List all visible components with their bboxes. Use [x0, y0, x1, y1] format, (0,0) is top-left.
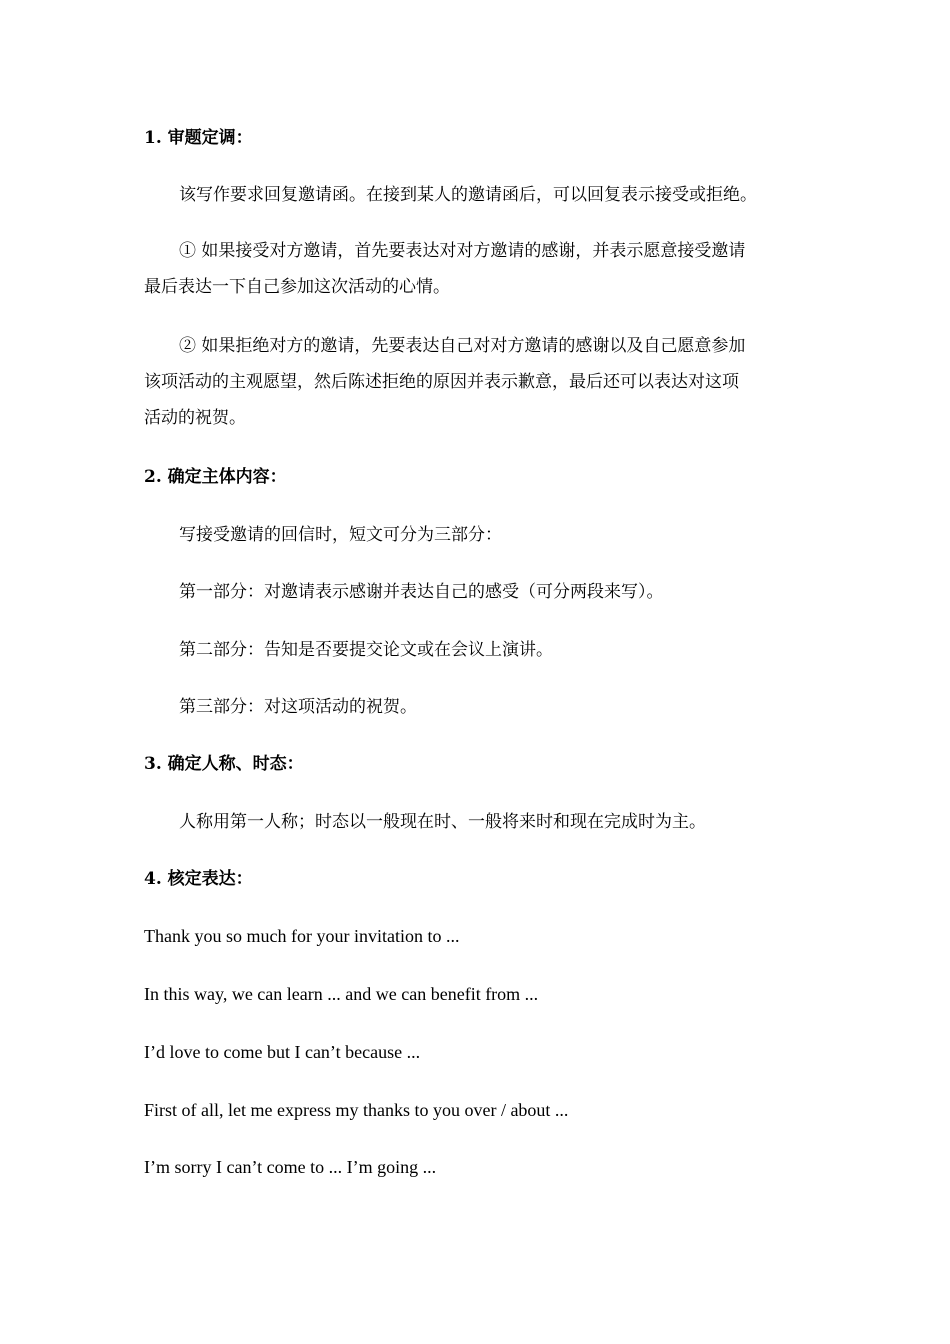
expression-5: I’m sorry I can’t come to ... I’m going ...: [144, 1157, 437, 1177]
paragraph-line: ① 如果接受对方邀请，首先要表达对对方邀请的感谢，并表示愿意接受邀请: [179, 241, 746, 261]
expression-3: I’d love to come but I can’t because ...: [144, 1042, 421, 1062]
section-2-paragraph-2: 第一部分：对邀请表示感谢并表达自己的感受（可分两段来写）。: [179, 582, 664, 602]
section-2-paragraph-1: 写接受邀请的回信时，短文可分为三部分：: [179, 525, 502, 545]
section-1-paragraph-3: [144, 334, 745, 430]
section-1-heading: 1. 审题定调：: [144, 128, 253, 148]
section-2-paragraph-4: 第三部分：对这项活动的祝贺。: [179, 697, 417, 717]
paragraph-line: ② 如果拒绝对方的邀请，先要表达自己对对方邀请的感谢以及自己愿意参加: [179, 336, 746, 356]
section-1-paragraph-2: [144, 239, 745, 299]
section-4-heading: 4. 核定表达：: [144, 869, 253, 889]
section-1-paragraph-1: 该写作要求回复邀请函。在接到某人的邀请函后，可以回复表示接受或拒绝。: [179, 185, 757, 205]
paragraph-line: 最后表达一下自己参加这次活动的心情。: [144, 277, 450, 297]
section-3-paragraph-1: 人称用第一人称；时态以一般现在时、一般将来时和现在完成时为主。: [179, 812, 706, 832]
expression-4: First of all, let me express my thanks to you over / about ...: [144, 1100, 569, 1120]
section-2-paragraph-3: 第二部分：告知是否要提交论文或在会议上演讲。: [179, 640, 553, 660]
section-3-heading: 3. 确定人称、时态：: [144, 754, 304, 774]
paragraph-line: 活动的祝贺。: [144, 408, 246, 428]
expression-1: Thank you so much for your invitation to ...: [144, 926, 460, 946]
expression-2: In this way, we can learn ... and we can benefit from ...: [144, 984, 539, 1004]
section-2-heading: 2. 确定主体内容：: [144, 467, 287, 487]
paragraph-line: 该项活动的主观愿望，然后陈述拒绝的原因并表示歉意，最后还可以表达对这项: [144, 372, 739, 392]
